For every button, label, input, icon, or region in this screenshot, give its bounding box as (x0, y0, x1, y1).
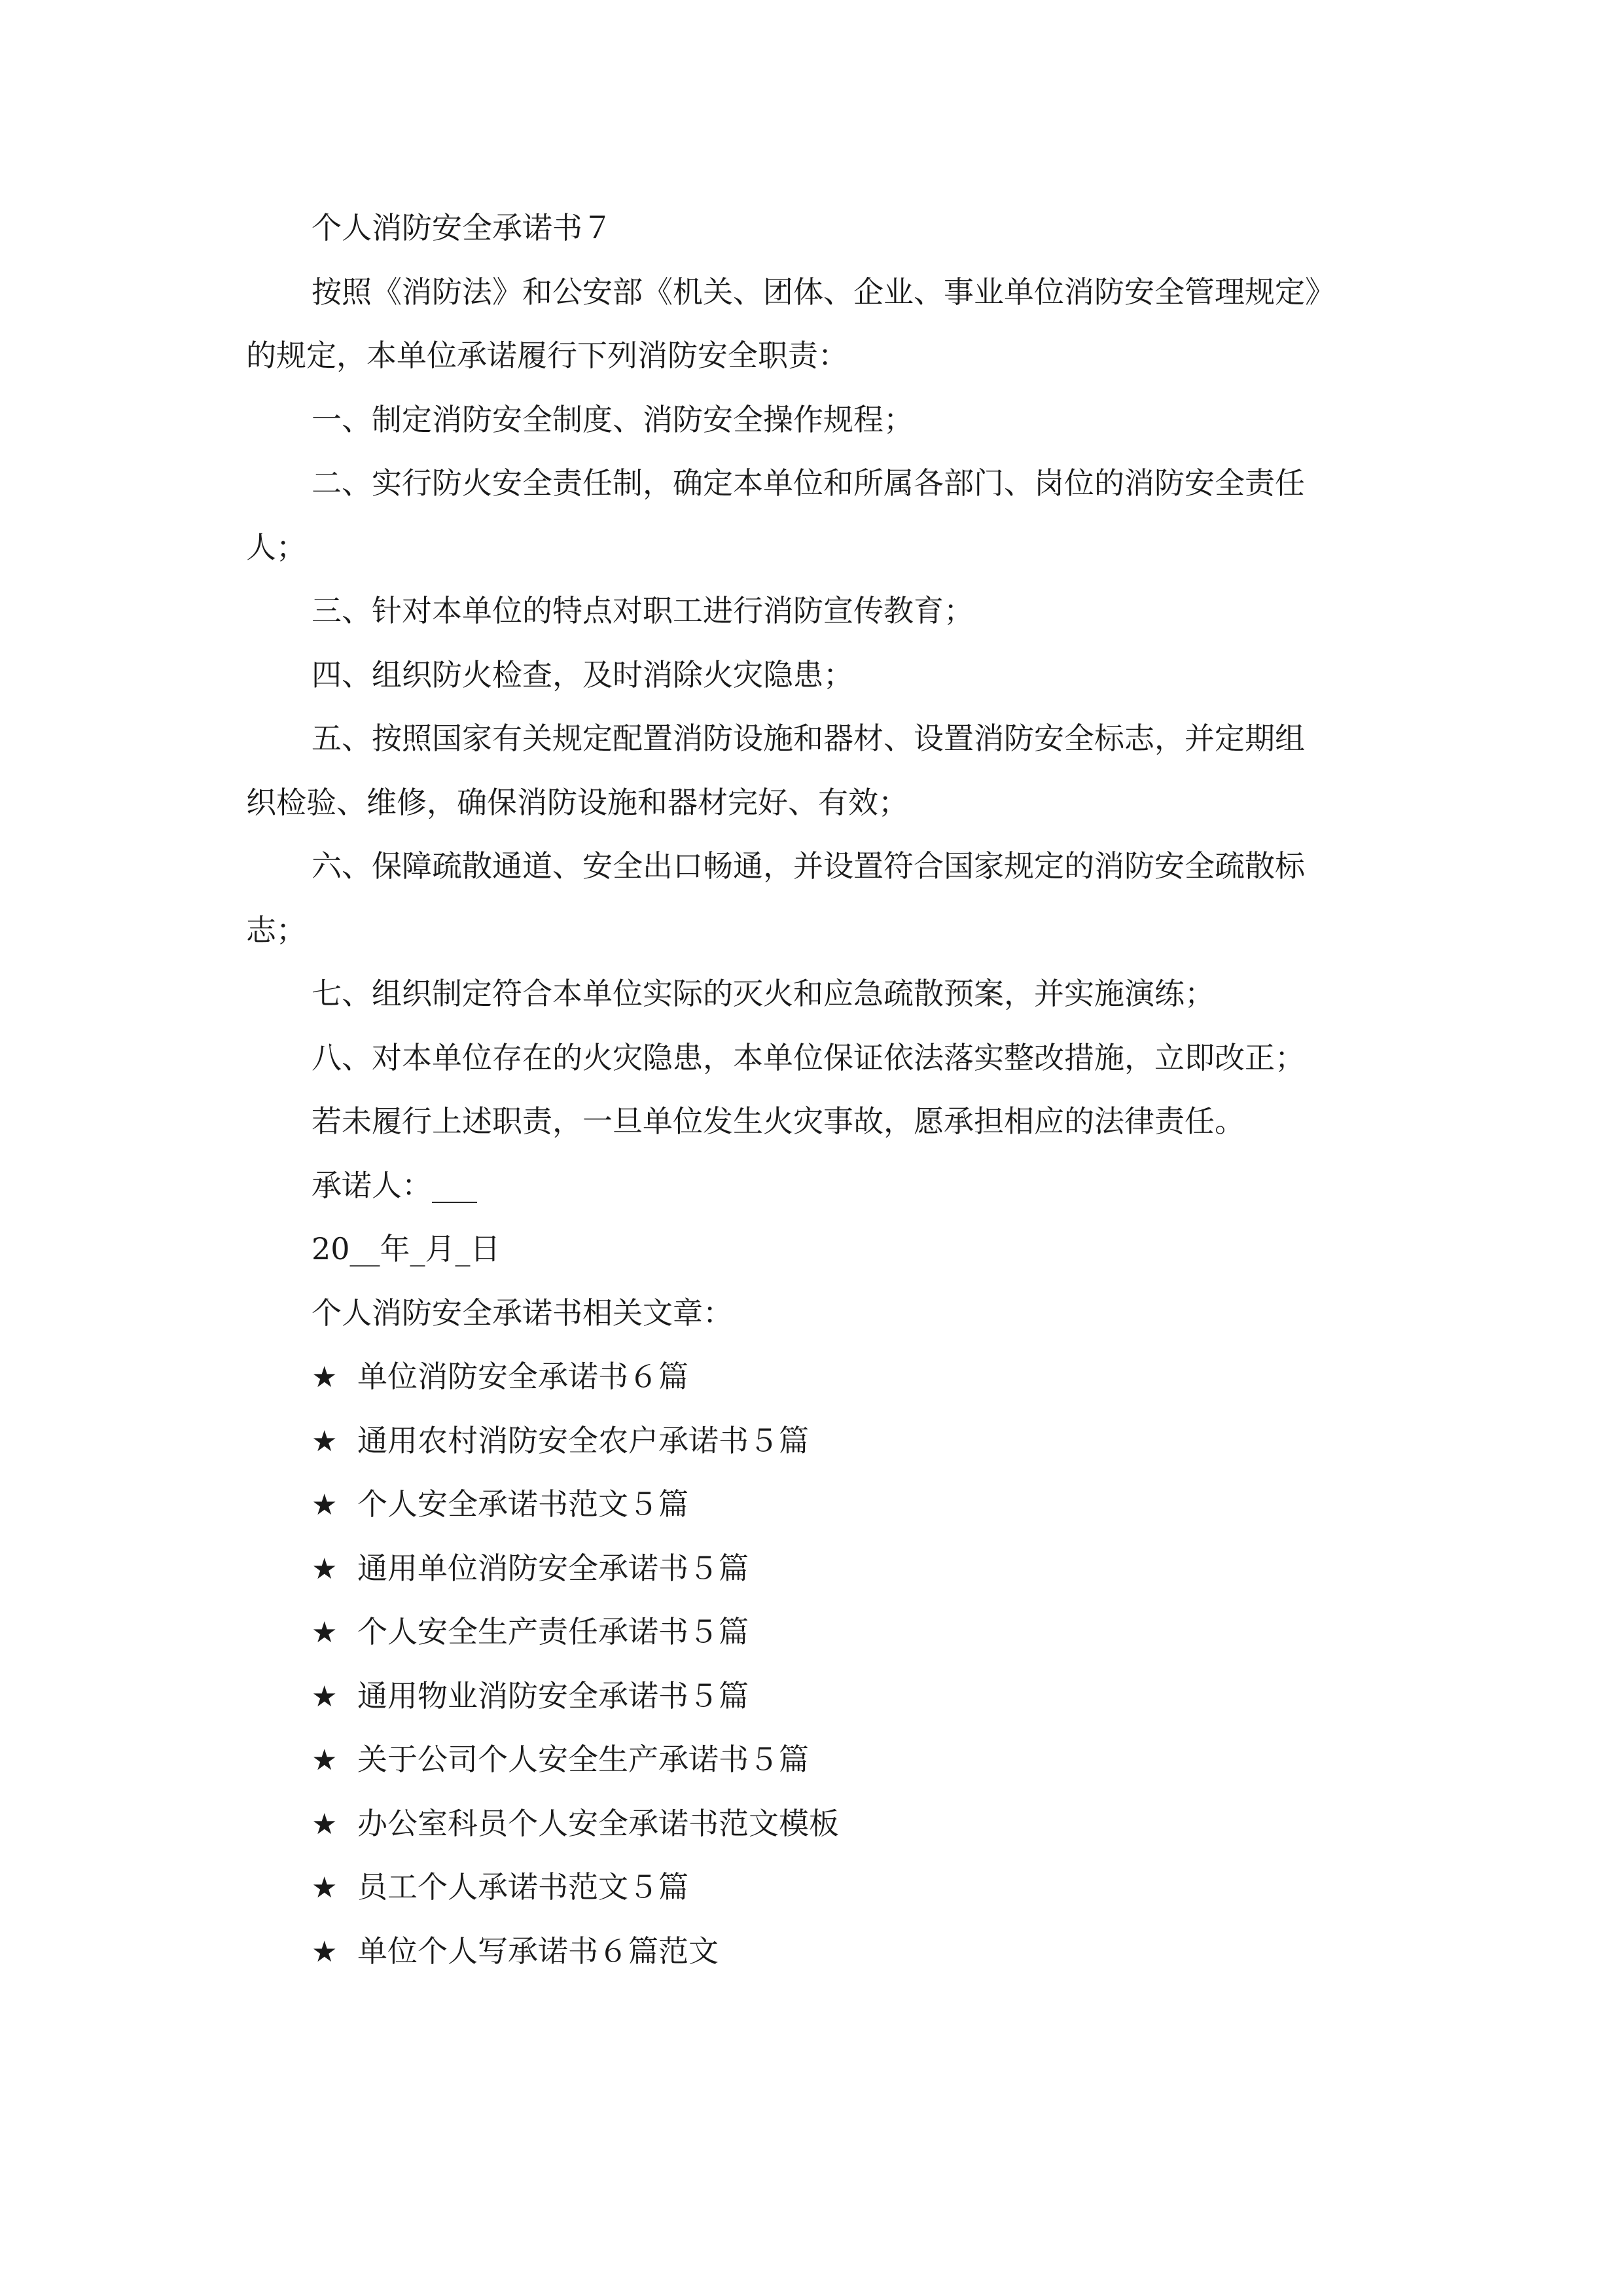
duty-item-3: 三、针对本单位的特点对职工进行消防宣传教育； (312, 593, 974, 628)
date-line: 20__年_月_日 (312, 1231, 501, 1266)
related-article-title: 办公室科员个人安全承诺书范文模板 (357, 1805, 839, 1841)
duty-item-5-line-1: 五、按照国家有关规定配置消防设施和器材、设置消防安全标志，并定期组 (312, 721, 1305, 756)
related-article-link[interactable] (246, 1856, 1424, 1920)
duty-item-5-line-2: 织检验、维修，确保消防设施和器材完好、有效； (246, 784, 908, 820)
intro-paragraph-line-1: 按照《消防法》和公安部《机关、团体、企业、事业单位消防安全管理规定》 (312, 274, 1335, 310)
duty-item-1: 一、制定消防安全制度、消防安全操作规程； (312, 401, 914, 437)
related-article-link[interactable] (246, 1345, 1424, 1409)
star-icon: ★ (312, 1935, 338, 1969)
star-icon: ★ (312, 1552, 338, 1586)
related-article-title: 关于公司个人安全生产承诺书５篇 (357, 1742, 809, 1777)
related-article-link[interactable] (246, 1728, 1424, 1792)
document-body (246, 196, 1424, 1983)
star-icon: ★ (312, 1361, 338, 1394)
closing-statement: 若未履行上述职责，一旦单位发生火灾事故，愿承担相应的法律责任。 (312, 1103, 1245, 1139)
related-article-title: 通用单位消防安全承诺书５篇 (357, 1550, 749, 1586)
duty-item-6-line-2: 志； (246, 912, 306, 948)
related-articles-heading: 个人消防安全承诺书相关文章： (312, 1295, 733, 1331)
related-articles-list (246, 1345, 1424, 1983)
star-icon: ★ (312, 1807, 338, 1841)
duty-item-6-line-1: 六、保障疏散通道、安全出口畅通，并设置符合国家规定的消防安全疏散标 (312, 848, 1305, 884)
star-icon: ★ (312, 1679, 338, 1713)
related-article-link[interactable] (246, 1473, 1424, 1537)
related-article-link[interactable] (246, 1409, 1424, 1473)
related-article-link[interactable] (246, 1920, 1424, 1984)
related-article-title: 通用农村消防安全农户承诺书５篇 (357, 1422, 809, 1458)
document-title: 个人消防安全承诺书７ (312, 210, 613, 245)
star-icon: ★ (312, 1616, 338, 1649)
duty-item-8: 八、对本单位存在的火灾隐患，本单位保证依法落实整改措施，立即改正； (312, 1039, 1305, 1075)
star-icon: ★ (312, 1871, 338, 1905)
related-article-title: 个人安全承诺书范文５篇 (357, 1486, 688, 1522)
star-icon: ★ (312, 1424, 338, 1458)
related-article-title: 个人安全生产责任承诺书５篇 (357, 1614, 749, 1649)
related-article-title: 通用物业消防安全承诺书５篇 (357, 1677, 749, 1713)
signer-line: 承诺人：___ (312, 1167, 477, 1203)
star-icon: ★ (312, 1488, 338, 1522)
duty-item-2-line-1: 二、实行防火安全责任制，确定本单位和所属各部门、岗位的消防安全责任 (312, 465, 1305, 501)
related-article-link[interactable] (246, 1664, 1424, 1729)
star-icon: ★ (312, 1744, 338, 1777)
related-article-title: 单位个人写承诺书６篇范文 (357, 1933, 719, 1969)
duty-item-4: 四、组织防火检查，及时消除火灾隐患； (312, 656, 853, 692)
related-article-title: 单位消防安全承诺书６篇 (357, 1359, 688, 1394)
duty-item-7: 七、组织制定符合本单位实际的灭火和应急疏散预案，并实施演练； (312, 976, 1215, 1011)
related-article-link[interactable] (246, 1792, 1424, 1856)
intro-paragraph-line-2: 的规定，本单位承诺履行下列消防安全职责： (246, 338, 848, 373)
related-article-link[interactable] (246, 1537, 1424, 1601)
related-article-link[interactable] (246, 1600, 1424, 1664)
related-article-title: 员工个人承诺书范文５篇 (357, 1869, 688, 1905)
duty-item-2-line-2: 人； (246, 529, 306, 565)
